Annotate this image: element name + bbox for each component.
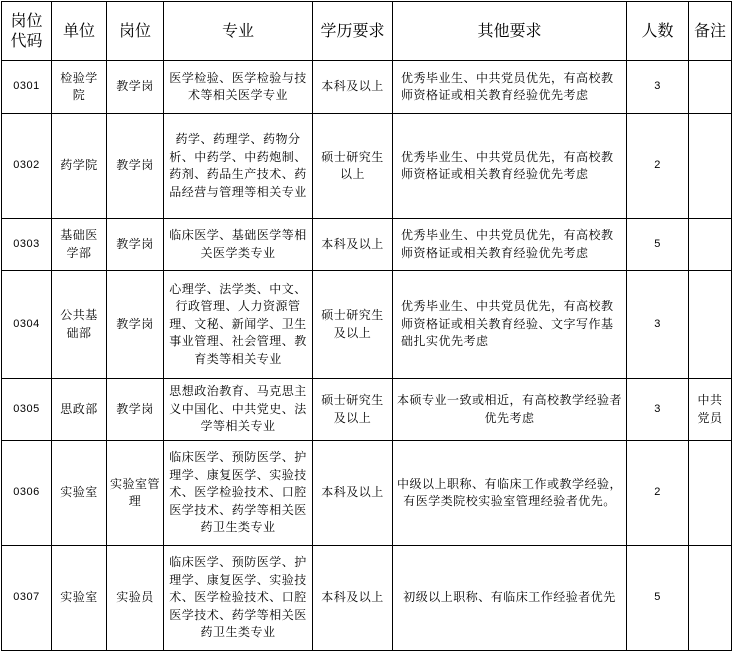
education: 本科及以上 (313, 61, 393, 114)
education: 本科及以上 (313, 219, 393, 271)
post: 实验室管理 (107, 441, 164, 546)
note (689, 61, 732, 114)
other-requirements: 优秀毕业生、中共党员优先，有高校教师资格证或相关教育经验优先考虑 (393, 219, 627, 271)
count: 5 (627, 546, 689, 651)
count: 3 (627, 61, 689, 114)
table-row (2, 441, 732, 546)
header-unit: 单位 (52, 2, 107, 61)
post-code: 0304 (2, 271, 52, 379)
other-requirements: 初级以上职称、有临床工作经验者优先 (393, 546, 627, 651)
unit: 实验室 (52, 441, 107, 546)
header-post: 岗位 (107, 2, 164, 61)
post: 教学岗 (107, 379, 164, 441)
unit: 基础医学部 (52, 219, 107, 271)
education: 硕士研究生及以上 (313, 379, 393, 441)
post-code: 0306 (2, 441, 52, 546)
note (689, 219, 732, 271)
unit: 思政部 (52, 379, 107, 441)
note (689, 546, 732, 651)
unit: 公共基础部 (52, 271, 107, 379)
post-code: 0307 (2, 546, 52, 651)
post-code: 0302 (2, 114, 52, 219)
post: 实验员 (107, 546, 164, 651)
other-requirements: 中级以上职称、有临床工作或教学经验，有医学类院校实验室管理经验者优先。 (393, 441, 627, 546)
other-requirements: 优秀毕业生、中共党员优先，有高校教师资格证或相关教育经验、文字写作基础扎实优先考虑 (393, 271, 627, 379)
post: 教学岗 (107, 61, 164, 114)
education: 本科及以上 (313, 441, 393, 546)
post-code: 0305 (2, 379, 52, 441)
other-requirements: 优秀毕业生、中共党员优先，有高校教师资格证或相关教育经验优先考虑 (393, 114, 627, 219)
other-requirements: 本硕专业一致或相近，有高校教学经验者优先考虑 (393, 379, 627, 441)
count: 3 (627, 379, 689, 441)
table-row (2, 219, 732, 271)
post-code: 0301 (2, 61, 52, 114)
table-row (2, 271, 732, 379)
education: 硕士研究生以上 (313, 114, 393, 219)
education: 本科及以上 (313, 546, 393, 651)
unit: 检验学院 (52, 61, 107, 114)
post: 教学岗 (107, 219, 164, 271)
major: 临床医学、预防医学、护理学、康复医学、实验技术、医学检验技术、口腔医学技术、药学等相关医药卫生类专业 (164, 441, 313, 546)
count: 3 (627, 271, 689, 379)
unit: 药学院 (52, 114, 107, 219)
education: 硕士研究生及以上 (313, 271, 393, 379)
major: 医学检验、医学检验与技术等相关医学专业 (164, 61, 313, 114)
header-note: 备注 (689, 2, 732, 61)
count: 2 (627, 114, 689, 219)
other-requirements: 优秀毕业生、中共党员优先，有高校教师资格证或相关教育经验优先考虑 (393, 61, 627, 114)
major: 药学、药理学、药物分析、中药学、中药炮制、药剂、药品生产技术、药品经营与管理等相关专业 (164, 114, 313, 219)
header-other-requirements: 其他要求 (393, 2, 627, 61)
major: 临床医学、预防医学、护理学、康复医学、实验技术、医学检验技术、口腔医学技术、药学等相关医药卫生类专业 (164, 546, 313, 651)
header-row (2, 2, 732, 61)
recruitment-table (1, 1, 732, 651)
note (689, 271, 732, 379)
note (689, 441, 732, 546)
header-education: 学历要求 (313, 2, 393, 61)
header-post-code: 岗位代码 (2, 2, 52, 61)
note (689, 114, 732, 219)
header-count: 人数 (627, 2, 689, 61)
note: 中共党员 (689, 379, 732, 441)
count: 2 (627, 441, 689, 546)
major: 思想政治教育、马克思主义中国化、中共党史、法学等相关专业 (164, 379, 313, 441)
table-row (2, 546, 732, 651)
table-row (2, 61, 732, 114)
post-code: 0303 (2, 219, 52, 271)
header-major: 专业 (164, 2, 313, 61)
major: 心理学、法学类、中文、行政管理、人力资源管理、文秘、新闻学、卫生事业管理、社会管理、教育类等相关专业 (164, 271, 313, 379)
post: 教学岗 (107, 114, 164, 219)
count: 5 (627, 219, 689, 271)
post: 教学岗 (107, 271, 164, 379)
major: 临床医学、基础医学等相关医学类专业 (164, 219, 313, 271)
unit: 实验室 (52, 546, 107, 651)
table-row (2, 114, 732, 219)
table-row (2, 379, 732, 441)
